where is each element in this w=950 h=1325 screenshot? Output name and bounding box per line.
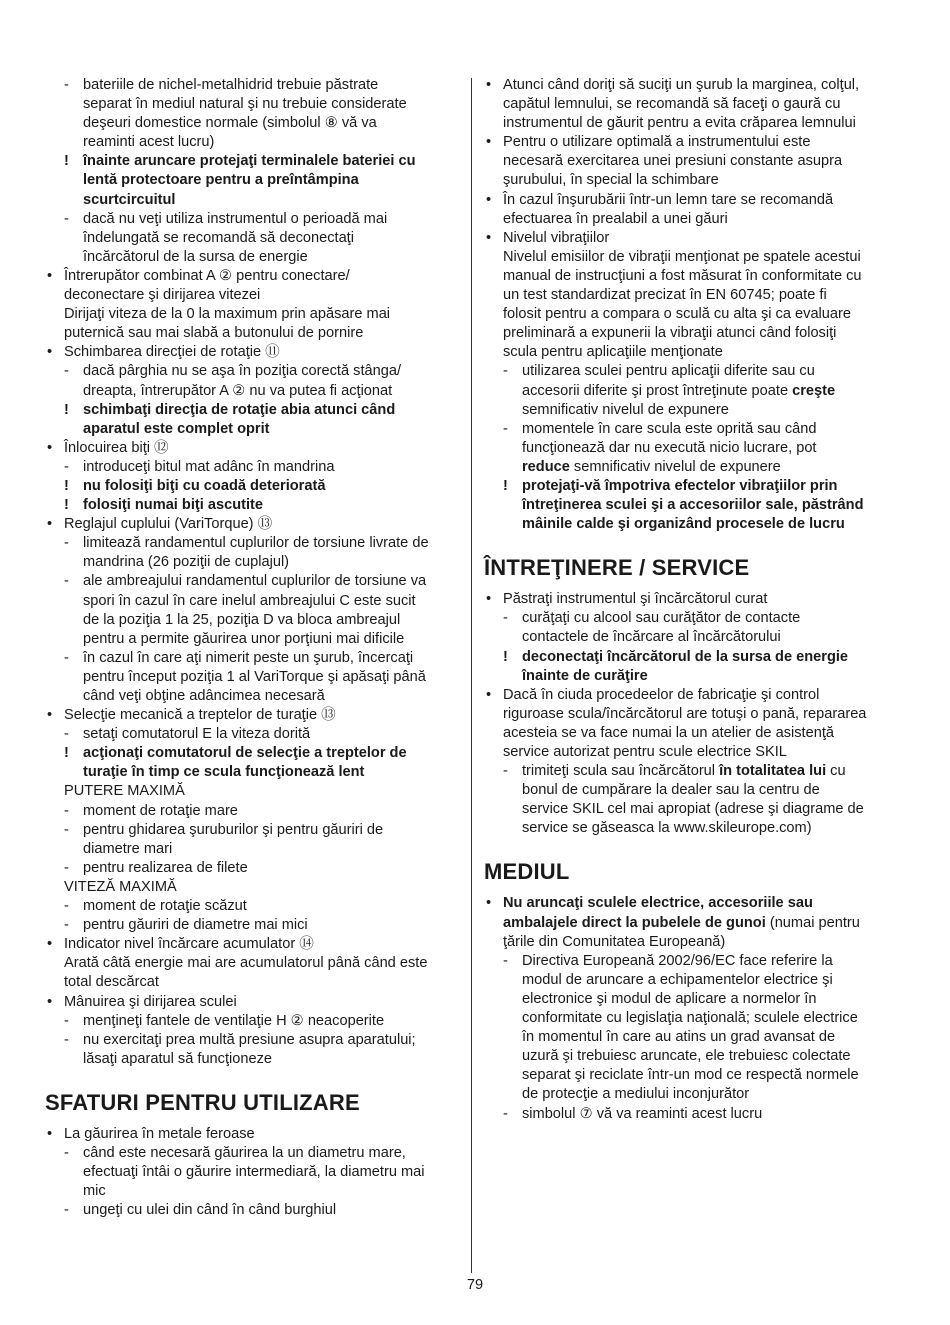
text-line	[45, 630, 460, 649]
line-text: de protecţie a mediului inconjurător	[522, 1086, 750, 1103]
text-line	[45, 993, 460, 1012]
left-column	[45, 76, 460, 1220]
text-line	[45, 114, 460, 133]
line-text: încărcătorul de la sursa de energie	[83, 248, 308, 265]
line-text: puternică sau mai slabă a butonului de pornire	[64, 325, 364, 342]
line-text: înainte de curăţire	[522, 667, 648, 684]
heading-text: ÎNTREŢINERE / SERVICE	[484, 555, 750, 581]
line-text: efectuarea în prealabil a unei găuri	[503, 210, 728, 227]
text-line	[45, 859, 460, 878]
text-line	[45, 725, 460, 744]
line-text: protejaţi-vă împotriva efectelor vibraţiilor prin	[522, 477, 838, 494]
line-text: acesteia se va face numai la un atelier de asistenţă	[503, 724, 834, 741]
line-text: capătul lemnului, se recomandă să faceţi o gaură cu	[503, 96, 841, 113]
text-line	[484, 648, 906, 667]
text-line	[45, 916, 460, 935]
line-text: şurubului, în special la schimbare	[503, 172, 719, 189]
heading-text: MEDIUL	[484, 859, 570, 885]
text-line	[45, 76, 460, 95]
bold-text: ambalajele direct la pubelele de gunoi	[503, 914, 766, 931]
line-text: Atunci când doriţi să suciţi un şurub la marginea, colţul,	[503, 77, 860, 93]
line-text: deşeuri domestice normale (simbolul ⑧ vă va	[83, 115, 377, 132]
text-line	[45, 821, 460, 840]
text-line	[484, 267, 906, 286]
line-text: scurtcircuitul	[83, 191, 176, 208]
line-text: Indicator nivel încărcare acumulator ⑭	[64, 936, 314, 953]
line-text: Înlocuirea biţi ⑫	[64, 439, 169, 456]
line-text: ţările din Comunitatea Europeană)	[503, 933, 726, 950]
line-text: deconectare şi dirijarea vitezei	[64, 287, 261, 304]
line-text: mâinile calde şi organizând procesele de lucru	[522, 516, 845, 533]
bold-text: reduce	[522, 458, 570, 475]
text-line	[45, 1163, 460, 1182]
text-line	[484, 1047, 906, 1066]
text-line	[484, 1009, 906, 1028]
line-text: simbolul ⑦ vă va reaminti acest lucru	[522, 1105, 763, 1122]
text-line	[484, 800, 906, 819]
text-line	[484, 933, 906, 952]
text-line	[484, 133, 906, 152]
text-line	[484, 667, 906, 686]
text-line	[45, 1201, 460, 1220]
text-line	[45, 458, 460, 477]
text-line	[484, 590, 906, 609]
line-text: separat şi reciclate într-un mod ce respectă normele	[522, 1067, 859, 1084]
line-text: Nivelul emisiilor de vibraţii menţionat pe spatele acestui	[503, 248, 861, 265]
text-line	[45, 687, 460, 706]
bold-text: Nu aruncaţi sculele electrice, accesoriile sau	[503, 895, 813, 912]
text-line	[45, 191, 460, 210]
text-line	[484, 76, 906, 95]
line-text: utilizarea sculei pentru aplicaţii diferite sau cu	[522, 363, 815, 380]
text-line	[484, 458, 906, 477]
text-line	[484, 305, 906, 324]
text-line	[45, 286, 460, 305]
text-line	[484, 705, 906, 724]
line-text: limitează randamentul cuplurilor de torsiune livrate de	[83, 535, 429, 552]
line-text: îndelungată se recomandă să deconectaţi	[83, 229, 354, 246]
text-line	[45, 362, 460, 381]
line-text: uzură şi trebuiesc aruncate, ele trebuiesc colectate	[522, 1048, 851, 1065]
line-text: curăţaţi cu alcool sau curăţător de contacte	[522, 610, 801, 627]
line-text: accesorii diferite şi prost întreţinute poate	[522, 382, 793, 399]
text-line	[484, 477, 906, 496]
text-line	[45, 668, 460, 687]
text-line	[484, 324, 906, 343]
text-line	[484, 743, 906, 762]
line-text: separat în mediul natural şi nu trebuie considerate	[83, 96, 407, 113]
text-line	[484, 990, 906, 1009]
text-line	[484, 382, 906, 401]
text-line	[484, 362, 906, 381]
text-line	[484, 248, 906, 267]
text-line	[484, 724, 906, 743]
line-text: Nivelul vibraţiilor	[503, 229, 610, 246]
line-text: un test standardizat precizat în EN 60745; poate fi	[503, 287, 827, 304]
text-line	[45, 878, 460, 897]
text-line	[45, 935, 460, 954]
text-line	[45, 229, 460, 248]
text-line	[45, 649, 460, 668]
text-line	[45, 248, 460, 267]
text-line	[45, 973, 460, 992]
text-line	[45, 1031, 460, 1050]
text-line	[45, 515, 460, 534]
line-text: semnificativ nivelul de expunere	[569, 458, 781, 475]
text-line	[45, 954, 460, 973]
text-line	[484, 439, 906, 458]
text-line	[45, 840, 460, 859]
line-text: introduceţi bitul mat adânc în mandrina	[83, 458, 335, 475]
text-line	[45, 572, 460, 591]
text-line	[484, 286, 906, 305]
text-line	[45, 763, 460, 782]
line-text: mic	[83, 1183, 106, 1200]
text-line	[45, 305, 460, 324]
bold-text: creşte	[792, 382, 836, 399]
line-text: trimiteţi scula sau încărcătorul	[522, 763, 720, 780]
text-line	[484, 114, 906, 133]
line-text: Mânuirea şi dirijarea sculei	[64, 993, 237, 1010]
text-line	[484, 1085, 906, 1104]
line-text: de la poziţia 1 la 25, poziţia D va bloca ambreajul	[83, 611, 401, 628]
line-text: service SKIL cel mai apropiat (adrese şi diagrame de	[522, 801, 864, 818]
text-line	[45, 553, 460, 572]
line-text: aparatul este complet oprit	[83, 420, 270, 437]
section-heading	[484, 859, 906, 885]
line-text: semnificativ nivelul de expunere	[522, 401, 729, 418]
line-text: lăsaţi aparatul să funcţioneze	[83, 1050, 273, 1067]
text-line	[45, 477, 460, 496]
line-text: Directiva Europeană 2002/96/EC face referire la	[522, 952, 833, 969]
text-line	[484, 762, 906, 781]
line-text: pentru început poziţia 1 al VariTorque şi apăsaţi până	[83, 668, 426, 685]
text-line	[45, 152, 460, 171]
line-text: service autorizat pentru scule electrice SKIL	[503, 744, 787, 760]
line-text: moment de rotaţie mare	[83, 802, 238, 819]
text-line	[45, 1144, 460, 1163]
text-line	[45, 611, 460, 630]
text-line	[45, 1125, 460, 1144]
line-text: (numai pentru	[765, 914, 860, 931]
text-line	[45, 1050, 460, 1069]
line-text: bonul de cumpărare la dealer sau la centru de	[522, 782, 820, 799]
text-line	[484, 152, 906, 171]
line-text: dreapta, întrerupător A ② nu va putea fi acţionat	[83, 382, 393, 399]
text-line	[484, 952, 906, 971]
text-line	[484, 1105, 906, 1124]
text-line	[45, 210, 460, 229]
line-text: Dacă în ciuda procedeelor de fabricaţie şi control	[503, 686, 820, 703]
line-text: PUTERE MAXIMĂ	[64, 783, 185, 800]
text-line	[484, 343, 906, 362]
line-text: mandrina (26 poziţii de cuplajul)	[83, 554, 290, 571]
text-line	[484, 171, 906, 190]
line-text: Pentru o utilizare optimală a instrumentului este	[503, 134, 811, 151]
text-line	[45, 782, 460, 801]
line-text: pentru realizarea de filete	[83, 859, 248, 876]
line-text: reaminti acest lucru)	[83, 134, 215, 151]
line-text: Dirijaţi viteza de la 0 la maximum prin apăsare mai	[64, 306, 391, 323]
line-text: cu	[826, 763, 846, 780]
text-line	[45, 592, 460, 611]
text-line	[45, 420, 460, 439]
line-text: în momentul în care au atins un grad avansat de	[522, 1029, 836, 1046]
line-text: întreţinerea sculei şi a accesoriilor sale, păstrând	[522, 497, 864, 514]
bold-text: în totalitatea lui	[719, 763, 827, 780]
text-line	[45, 382, 460, 401]
text-line	[45, 267, 460, 286]
text-line	[484, 686, 906, 705]
line-text: Păstraţi instrumentul şi încărcătorul curat	[503, 591, 768, 608]
line-text: necesară exercitarea unei presiuni constante asupra	[503, 153, 843, 170]
line-text: Arată câtă energie mai are acumulatorul până când este	[64, 955, 428, 972]
text-line	[45, 95, 460, 114]
line-text: deconectaţi încărcătorul de la sursa de energie	[522, 648, 849, 665]
line-text: ungeţi cu ulei din când în când burghiul	[83, 1202, 337, 1219]
line-text: contactele de încărcare al încărcătorului	[522, 629, 781, 646]
line-text: scula pentru aplicaţiile menţionate	[503, 344, 723, 361]
line-text: La găurirea în metale feroase	[64, 1125, 255, 1142]
column-divider	[471, 78, 472, 1273]
text-line	[484, 210, 906, 229]
text-line	[484, 401, 906, 420]
text-line	[45, 496, 460, 515]
line-text: menţineţi fantele de ventilaţie H ② neacoperite	[83, 1012, 385, 1029]
line-text: preliminară a expunerii la vibraţii atunci când folosiţi	[503, 325, 837, 342]
text-line	[484, 515, 906, 534]
text-line	[45, 1012, 460, 1031]
line-text: folosit pentru a compara o sculă cu alta şi ca evaluare	[503, 306, 852, 323]
line-text: modul de aruncare a echipamentelor electrice şi	[522, 971, 833, 988]
line-text: turaţie în timp ce scula funcţionează lent	[83, 764, 365, 781]
line-text: funcţionează dar nu execută nicio lucrare, pot	[522, 439, 817, 456]
line-text: Selecţie mecanică a treptelor de turaţie ⑬	[64, 707, 336, 724]
line-text: ale ambreajului randamentul cuplurilor de torsiune va	[83, 573, 427, 590]
text-line	[484, 1028, 906, 1047]
line-text: nu exercitaţi prea multă presiune asupra aparatului;	[83, 1031, 416, 1048]
text-line	[484, 781, 906, 800]
line-text: schimbaţi direcţia de rotaţie abia atunci când	[83, 401, 396, 418]
text-line	[484, 496, 906, 515]
text-line	[45, 439, 460, 458]
line-text: în cazul în care aţi nimerit peste un şurub, încercaţi	[83, 649, 414, 666]
line-text: când veţi obţine adâncimea necesară	[83, 688, 325, 704]
text-line	[45, 171, 460, 190]
text-line	[484, 229, 906, 248]
line-text: conformitate cu legislaţia naţională; sculele electrice	[522, 1010, 858, 1027]
line-text: momentele în care scula este oprită sau când	[522, 420, 817, 437]
line-text: lentă protectoare pentru a preîntâmpina	[83, 172, 359, 189]
text-line	[484, 95, 906, 114]
text-line	[45, 133, 460, 152]
text-line	[484, 1066, 906, 1085]
line-text: Reglajul cuplului (VariTorque) ⑬	[64, 516, 273, 533]
line-text: folosiţi numai biţi ascutite	[83, 497, 264, 514]
line-text: înainte aruncare protejaţi terminalele bateriei cu	[83, 153, 416, 170]
line-text: VITEZĂ MAXIMĂ	[64, 878, 177, 895]
text-line	[45, 534, 460, 553]
heading-text: SFATURI PENTRU UTILIZARE	[45, 1089, 360, 1115]
text-line	[484, 191, 906, 210]
line-text: pentru ghidarea şuruburilor şi pentru găuriri de	[83, 821, 384, 838]
line-text: bateriile de nichel-metalhidrid trebuie păstrate	[83, 77, 379, 93]
line-text: Întrerupător combinat A ② pentru conectare/	[64, 267, 350, 284]
line-text: riguroase scula/încărcătorul are totuşi o pană, repararea	[503, 705, 867, 722]
text-line	[45, 706, 460, 725]
right-column	[484, 76, 906, 1124]
text-line	[45, 401, 460, 420]
section-heading	[484, 555, 906, 581]
line-text: dacă nu veţi utiliza instrumentul o perioadă mai	[83, 210, 388, 227]
line-text: spori în cazul în care inelul ambreajului C este sucit	[83, 592, 416, 609]
line-text: setaţi comutatorul E la viteza dorită	[83, 726, 311, 743]
line-text: service se găseasca la www.skileurope.com)	[522, 820, 812, 837]
line-text: acţionaţi comutatorul de selecţie a treptelor de	[83, 745, 407, 762]
text-line	[484, 609, 906, 628]
section-heading	[45, 1090, 460, 1116]
line-text: dacă pârghia nu se aşa în poziţia corectă stânga/	[83, 363, 402, 380]
text-line	[484, 894, 906, 913]
line-text: instrumentul de găurit pentru a evita crăparea lemnului	[503, 115, 856, 132]
text-line	[45, 324, 460, 343]
text-line	[484, 420, 906, 439]
text-line	[45, 343, 460, 362]
line-text: moment de rotaţie scăzut	[83, 898, 247, 915]
line-text: diametre mari	[83, 840, 173, 857]
page-number: 79	[466, 1277, 484, 1293]
line-text: Schimbarea direcţiei de rotaţie ⑪	[64, 344, 280, 361]
text-line	[484, 914, 906, 933]
line-text: total descărcat	[64, 974, 159, 991]
text-line	[45, 744, 460, 763]
line-text: când este necesară găurirea la un diametru mare,	[83, 1144, 406, 1161]
text-line	[45, 802, 460, 821]
line-text: nu folosiţi biţi cu coadă deteriorată	[83, 477, 326, 494]
line-text: manual de instrucţiuni a fost măsurat în conformitate cu	[503, 267, 862, 284]
line-text: efectuaţi întâi o găurire intermediară, la diametru mai	[83, 1164, 425, 1181]
text-line	[484, 971, 906, 990]
text-line	[45, 897, 460, 916]
line-text: electronice şi modul de aplicare a normelor în	[522, 990, 817, 1007]
text-line	[45, 1182, 460, 1201]
line-text: În cazul înşurubării într-un lemn tare se recomandă	[503, 191, 834, 208]
line-text: pentru găuriri de diametre mai mici	[83, 917, 308, 934]
text-line	[484, 819, 906, 838]
text-line	[484, 628, 906, 647]
line-text: pentru a permite găurirea unor porţiuni mai dificile	[83, 630, 405, 647]
